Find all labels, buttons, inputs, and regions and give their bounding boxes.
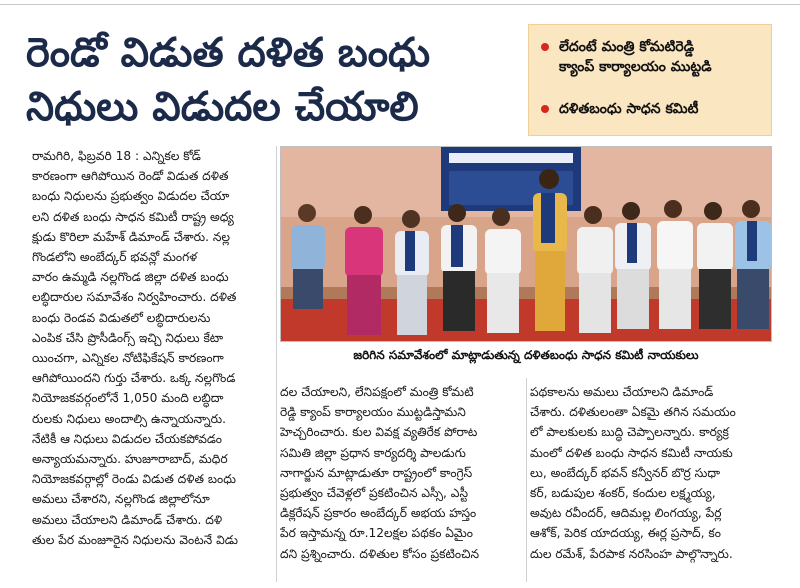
article-line: యించగా, ఎన్నికల నోటిఫికేషన్ కారణంగా bbox=[32, 351, 224, 366]
article-line: నాగార్జున మాట్లాడుతూ రాష్ట్రంలో కాంగ్రెస్ bbox=[280, 465, 473, 480]
article-line: వారం ఉమ్మడి నల్లగొండ జిల్లా దళిత బంధు bbox=[32, 270, 229, 285]
highlights-box bbox=[528, 24, 772, 136]
article-line: కర్, బడుపుల శంకర్, కందుల లక్ష్మయ్య, bbox=[530, 486, 716, 501]
article-line: పేర ఇస్తామన్న రూ.12లక్షల పథకం ఏమైం bbox=[280, 526, 473, 541]
article-column-3 bbox=[530, 382, 772, 564]
article-line: లో పాలకులకు బుద్ధి చెప్పాలన్నారు. కార్యక్ర bbox=[530, 425, 729, 440]
article-line: రామగిరి, ఫిబ్రవరి 18 : ఎన్నికల కోడ్ bbox=[32, 149, 201, 163]
headline-line-1: రెండో విడుత దళిత బంధు bbox=[26, 29, 431, 76]
article-line: ప్రభుత్వం చేవెళ్లలో ప్రకటించిన ఎస్సీ, ఎస్టీ bbox=[280, 486, 468, 501]
article-line: లబ్ధిదారుల సమావేశం నిర్వహించారు. దళిత bbox=[32, 290, 237, 305]
column-rule bbox=[276, 146, 277, 582]
article-line: నేటికీ ఆ నిధులు విడుదల చేయకపోవడం bbox=[32, 431, 222, 446]
article-line: దని ప్రశ్నించారు. దళితుల కోసం ప్రకటించిన bbox=[280, 546, 480, 561]
article-line: నియోజకవర్గంలోనే 1,050 మంది లబ్ధిదా bbox=[32, 391, 224, 406]
top-rule bbox=[0, 4, 800, 5]
article-line: లు, అంబేద్కర్ భవన్ కన్వీనర్ బొర్ర సుధా bbox=[530, 465, 721, 480]
event-photo bbox=[280, 146, 772, 342]
article-line: ఆగిపోయిందని గుర్తు చేశారు. ఒక్క నల్లగొండ bbox=[32, 371, 236, 386]
bullet-icon bbox=[541, 105, 549, 113]
article-line: లని దళిత బంధు సాధన కమిటీ రాష్ట్ర అధ్య bbox=[32, 209, 234, 224]
article-line: డిక్లరేషన్ ప్రకారం అంబేద్కర్ అభయ హస్తం bbox=[280, 506, 477, 521]
article-column-1 bbox=[32, 146, 275, 550]
article-line: అవుట రవీందర్, ఆదిమల్ల లింగయ్య, పేర్ల bbox=[530, 506, 722, 521]
article-line: సమితి జిల్లా ప్రధాన కార్యదర్శి పాలడుగు bbox=[280, 445, 466, 460]
highlight-item bbox=[543, 37, 712, 77]
article-line: తుల పేర మంజూరైన నిధులను వెంటనే విడు bbox=[32, 532, 238, 547]
article-line: గొండలోని అంబేద్కర్ భవన్లో మంగళ bbox=[32, 250, 198, 265]
article-line: రులకు నిధులు అందాల్సి ఉన్నాయన్నారు. bbox=[32, 411, 226, 426]
article-line: దుల రమేశ్, పేరపాక నరసింహ పాల్గొన్నారు. bbox=[530, 546, 733, 561]
article-line: చేశారు. దళితులంతా ఏకమై తగిన సమయం bbox=[530, 405, 736, 420]
article-line: దల చేయాలని, లేనిపక్షంలో మంత్రి కోమటి bbox=[280, 385, 474, 399]
article-line: నియోజకవర్గాల్లో రెండు విడుత దళిత బంధు bbox=[32, 472, 237, 487]
highlight-line: లేదంటే మంత్రి కోమటిరెడ్డి bbox=[559, 39, 695, 55]
highlight-line: దళితబంధు సాధన కమిటీ bbox=[559, 101, 699, 117]
article-line: హెచ్చరించారు. కుల వివక్ష వ్యతిరేక పోరాట bbox=[280, 425, 478, 440]
article-line: ఆశోక్, పెరిక యాదయ్య, ఈర్ల ప్రసాద్, కం bbox=[530, 526, 721, 541]
article-line: అమలు చేశారని, నల్లగొండ జిల్లాలోనూ bbox=[32, 492, 210, 507]
article-line: కారణంగా ఆగిపోయిన రెండో విడుత దళిత bbox=[32, 169, 229, 184]
article-line: అమలు చేయాలని డిమాండ్ చేశారు. దళి bbox=[32, 512, 223, 527]
article-line: పథకాలను అమలు చేయాలని డిమాండ్ bbox=[530, 385, 714, 399]
column-rule bbox=[526, 378, 527, 582]
article-line: ఎంపిక చేసి ప్రొసీడింగ్స్ ఇచ్చి నిధులు కేటా bbox=[32, 330, 224, 345]
article-line: రెడ్డి క్యాంప్ కార్యాలయం ముట్టడిస్తామని bbox=[280, 405, 466, 420]
article-line: బంధు నిధులను ప్రభుత్వం విడుదల చేయా bbox=[32, 189, 230, 204]
bullet-icon bbox=[541, 43, 549, 51]
article-line: అన్యాయమన్నారు. హుజూరాబాద్, మధిర bbox=[32, 452, 228, 467]
photo-caption: జరిగిన సమావేశంలో మాట్లాడుతున్న దళితబంధు సాధన కమిటీ నాయకులు bbox=[280, 342, 772, 368]
highlight-line: క్యాంప్ కార్యాలయం ముట్టడి bbox=[559, 59, 712, 75]
highlight-item bbox=[543, 99, 698, 119]
article-line: క్షుడు కొరిలా మహేశ్ డిమాండ్ చేశారు. నల్ల bbox=[32, 229, 231, 244]
article-line: మంలో దళిత బంధు సాధన కమిటీ నాయకు bbox=[530, 445, 733, 460]
article-line: బంధు రెండవ విడుతలో లబ్ధిదారులను bbox=[32, 310, 211, 325]
photo-illustration bbox=[281, 147, 772, 342]
headline-line-2: నిధులు విడుదల చేయాలి bbox=[26, 83, 419, 130]
article-column-2 bbox=[280, 382, 522, 564]
